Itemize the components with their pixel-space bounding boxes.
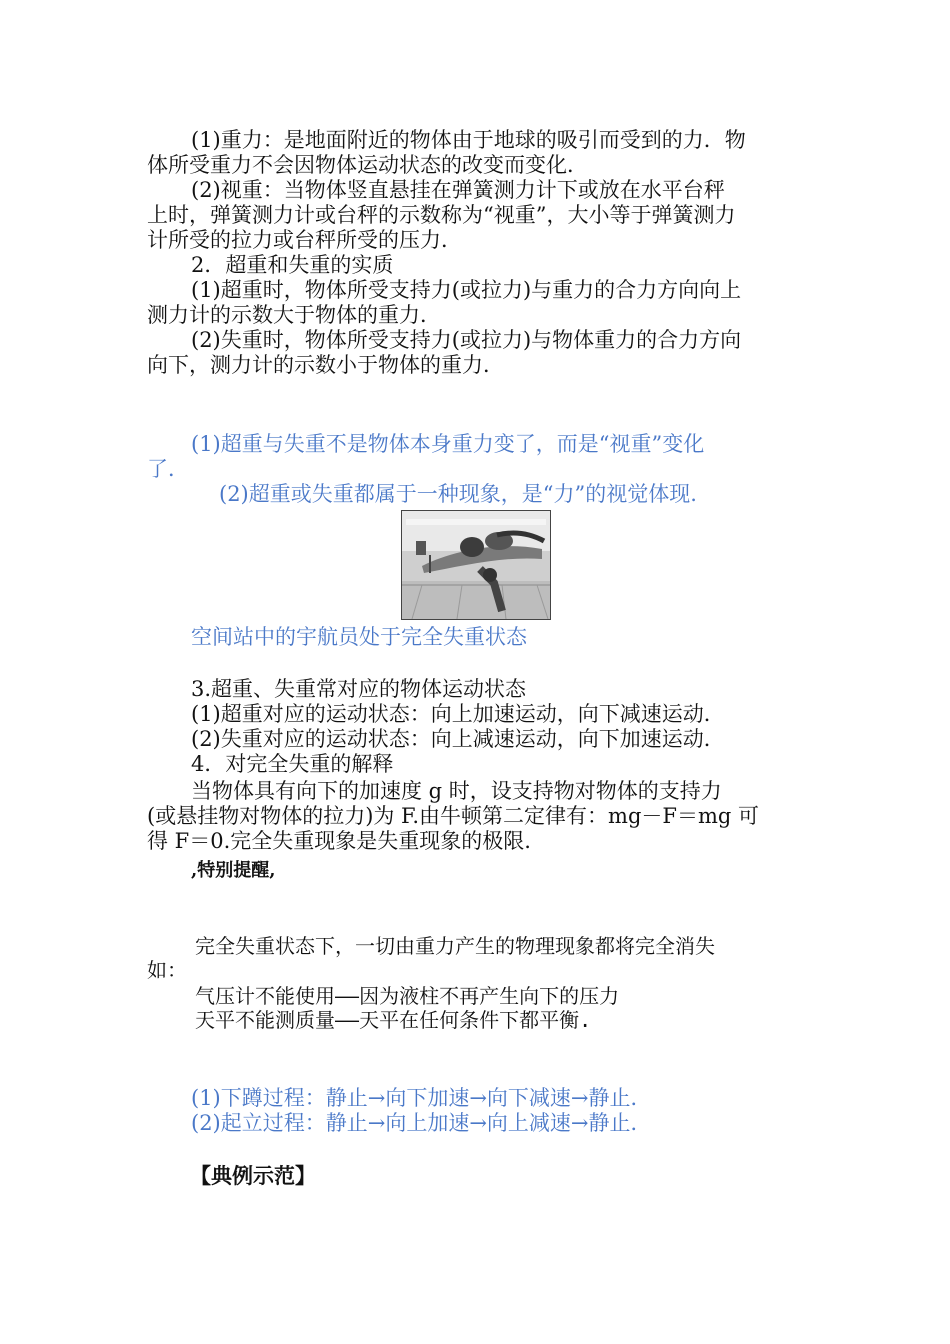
section-2-heading: 2．超重和失重的实质 [191,253,394,277]
tip-line1: 完全失重状态下，一切由重力产生的物理现象都将完全消失 [195,934,715,958]
overweight-motion: (1)超重对应的运动状态：向上加速运动，向下减速运动． [191,702,725,726]
astronaut-photo-illustration [402,511,550,619]
explanation-line2: (或悬挂物对物体的拉力)为 F.由牛顿第二定律有：mg－F＝mg 可 [147,804,759,828]
explanation-line3: 得 F＝0.完全失重现象是失重现象的极限. [147,829,531,853]
overweight-line1: (1)超重时，物体所受支持力(或拉力)与重力的合力方向向上 [191,278,742,302]
blue-note-1-line2: 了． [147,457,189,481]
squat-process: (1)下蹲过程：静止→向下加速→向下减速→静止． [191,1086,652,1110]
tip-line3: 气压计不能使用——因为液柱不再产生向下的压力 [195,984,620,1008]
astronaut-photo [401,510,551,620]
blue-note-2: (2)超重或失重都属于一种现象，是“力”的视觉体现. [219,482,697,506]
special-tip-label: ,特别提醒, [191,860,276,881]
section-4-heading: 4．对完全失重的解释 [191,752,394,776]
gravity-def-line2: 体所受重力不会因物体运动状态的改变而变化． [147,153,588,177]
blue-note-1-line1: (1)超重与失重不是物体本身重力变了，而是“视重”变化 [191,432,705,456]
gravity-def-line1: (1)重力：是地面附近的物体由于地球的吸引而受到的力．物 [191,128,746,152]
apparent-weight-def-line3: 计所受的拉力或台秤所受的压力． [147,228,462,252]
explanation-line1: 当物体具有向下的加速度 g 时，设支持物对物体的支持力 [191,779,722,803]
tip-line4: 天平不能测质量——天平在任何条件下都平衡. [195,1008,592,1032]
apparent-weight-def-line2: 上时，弹簧测力计或台秤的示数称为“视重”，大小等于弹簧测力 [147,203,736,227]
figure-caption: 空间站中的宇航员处于完全失重状态 [191,625,527,649]
examples-heading: 【典例示范】 [190,1163,316,1188]
weightless-motion: (2)失重对应的运动状态：向上减速运动，向下加速运动． [191,727,725,751]
tip-line2: 如： [147,958,187,982]
weightless-line1: (2)失重时，物体所受支持力(或拉力)与物体重力的合力方向 [191,328,742,352]
section-3-heading: 3.超重、失重常对应的物体运动状态 [191,677,527,701]
weightless-line2: 向下，测力计的示数小于物体的重力． [147,353,504,377]
overweight-line2: 测力计的示数大于物体的重力． [147,303,441,327]
stand-process: (2)起立过程：静止→向上加速→向上减速→静止． [191,1111,652,1135]
apparent-weight-def-line1: (2)视重：当物体竖直悬挂在弹簧测力计下或放在水平台秤 [191,178,725,202]
